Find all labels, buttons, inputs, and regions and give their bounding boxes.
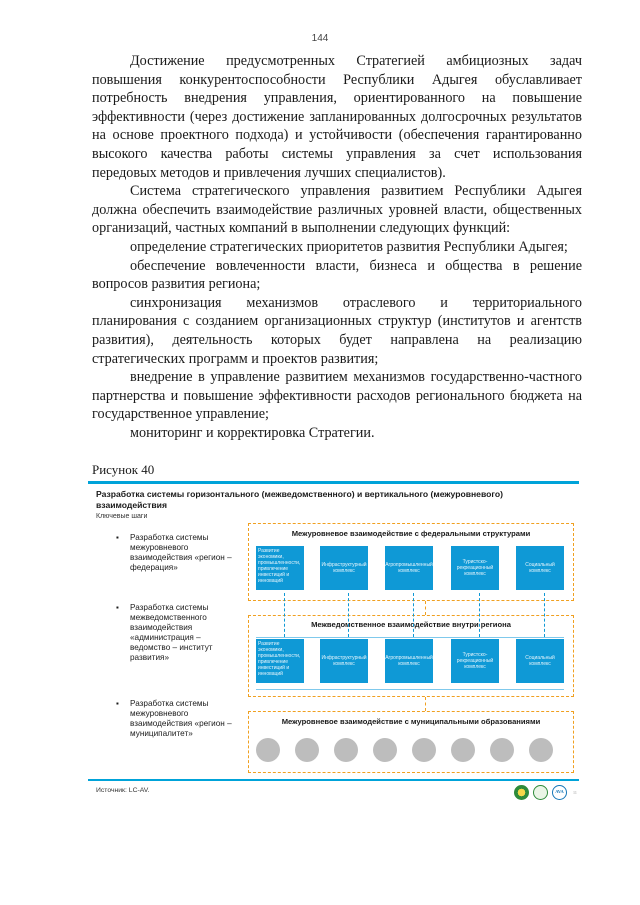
municipality-circle (490, 738, 514, 762)
frame-link (425, 697, 426, 711)
step-text: Разработка системы межуровневого взаимодействия «регион – федерация» (130, 533, 232, 572)
bullet-icon: ▪ (116, 699, 119, 708)
box-agro: Агропромышленный комплекс (385, 639, 433, 683)
municipal-frame-title: Межуровневое взаимодействие с муниципальными образованиями (281, 717, 541, 726)
page-number: 144 (311, 33, 329, 44)
figure (88, 481, 579, 803)
box-tourism: Туристско-рекреационный комплекс (451, 639, 499, 683)
municipality-circle (412, 738, 436, 762)
connector-line (284, 593, 285, 637)
regional-frame-title: Межведомственное взаимодействие внутри региона (311, 620, 511, 629)
figure-source: Источник: LC-AV. (96, 787, 150, 794)
list-item: определение стратегических приоритетов развития Республики Адыгея; (130, 238, 568, 255)
municipality-circle (529, 738, 553, 762)
frame-link (425, 601, 426, 615)
connector-line (413, 593, 414, 637)
paragraph: Достижение предусмотренных Стратегией амбициозных задач повышения конкурентоспособности Республики Адыгея обуславливает потребность внедрения управления, ориентированного на повышение эффективности (через достижение запланированных долгосрочных результатов на основе проектного подхода) и устойчивости (обеспечения гарантированно высокого качества работы системы управления за счет использования передовых методов и привлечения лучших специалистов). (92, 53, 582, 181)
box-agro: Агропромышленный комплекс (385, 546, 433, 590)
municipality-circle (373, 738, 397, 762)
federal-frame-title: Межуровневое взаимодействие с федеральными структурами (291, 529, 531, 538)
figure-top-rule (88, 481, 579, 484)
municipality-circle (451, 738, 475, 762)
step-text: Разработка системы межведомственного взаимодействия «администрация – ведомство – институт развития» (130, 603, 213, 662)
figure-bottom-rule (88, 779, 579, 781)
bullet-icon: ▪ (116, 603, 119, 612)
box-social: Социальный комплекс (516, 546, 564, 590)
connector-line (256, 637, 564, 638)
list-item: обеспечение вовлеченности власти, бизнеса и общества в решение вопросов развития региона; (92, 257, 582, 293)
list-item: внедрение в управление развитием механизмов государственно-частного партнерства и повышение эффективности расходов регионального бюджета на государственное управление; (92, 369, 582, 423)
box-social: Социальный комплекс (516, 639, 564, 683)
leaf-logo-icon (533, 785, 548, 800)
box-tourism: Туристско-рекреационный комплекс (451, 546, 499, 590)
regional-frame (248, 615, 574, 697)
emblem-logo-icon (514, 785, 529, 800)
box-infrastructure: Инфраструктурный комплекс (320, 546, 368, 590)
federal-frame (248, 523, 574, 601)
figure-label: Рисунок 40 (92, 462, 155, 477)
list-item: синхронизация механизмов отраслевого и территориального планирования с созданием организационных структур (институтов и агентств развития), деятельность которых будет направлена на реализацию стратегических программ и проектов развития; (92, 294, 582, 367)
paragraph: Система стратегического управления развитием Республики Адыгея должна обеспечить взаимодействие различных уровней власти, общественных организаций, частных компаний в выполнении следующих функций: (92, 183, 582, 237)
bullet-icon: ▪ (116, 533, 119, 542)
ava-logo-icon: AVA (552, 785, 567, 800)
corner-mark: 11 (573, 790, 577, 795)
step-text: Разработка системы межуровневого взаимодействия «регион – муниципалитет» (130, 699, 232, 738)
box-economy: Развитие экономики, промышленности, привлечение инвестиций и инноваций (256, 546, 304, 590)
body-text (92, 52, 582, 442)
figure-title: Разработка системы горизонтального (межведомственного) и вертикального (межуровневого) взаимодействия (96, 489, 503, 510)
municipality-circle (295, 738, 319, 762)
connector-line (256, 689, 564, 690)
list-item: мониторинг и корректировка Стратегии. (130, 424, 375, 441)
municipal-frame (248, 711, 574, 773)
box-infrastructure: Инфраструктурный комплекс (320, 639, 368, 683)
connector-line (348, 593, 349, 637)
municipality-circle (334, 738, 358, 762)
connector-line (544, 593, 545, 637)
municipality-circle (256, 738, 280, 762)
connector-line (479, 593, 480, 637)
box-economy: Развитие экономики, промышленности, привлечение инвестиций и инноваций (256, 639, 304, 683)
figure-subtitle: Ключевые шаги (96, 513, 148, 520)
